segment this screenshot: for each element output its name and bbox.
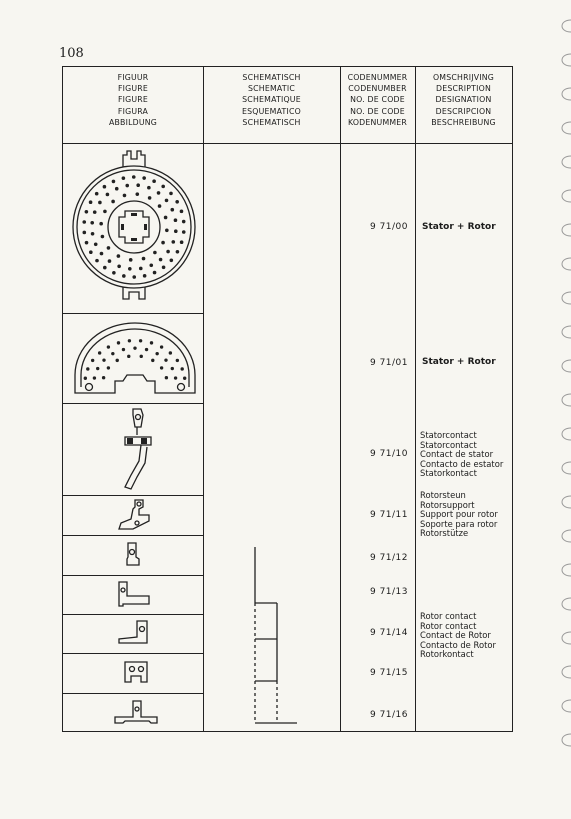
half-disc-stator-icon: [69, 317, 201, 399]
rotor-contact-part-icon: [121, 656, 153, 690]
parts-catalog-table: [62, 66, 513, 732]
code-9-71-12: 9 71/12: [369, 553, 409, 563]
description-stator-rotor: Stator + Rotor: [422, 357, 496, 367]
code-9-71-01: 9 71/01: [369, 358, 409, 368]
description-rotor-contact: Rotor contact Rotor contact Contact de Rotor Contacto de Rotor Rotorkontact: [420, 611, 496, 660]
rotor-contact-part-icon: [115, 578, 155, 610]
header-figure: FIGUUR FIGURE FIGURE FIGURA ABBILDUNG: [108, 73, 158, 127]
code-9-71-00: 9 71/00: [369, 222, 409, 232]
rotor-contact-part-icon: [115, 617, 159, 651]
stator-contact-spring-icon: [111, 405, 159, 493]
rotor-support-icon: [113, 497, 157, 533]
description-rotorsteun: Rotorsteun Rotorsupport Support pour rotor Soporte para rotor Rotorstütze: [420, 490, 498, 539]
code-9-71-10: 9 71/10: [369, 449, 409, 459]
code-9-71-13: 9 71/13: [369, 587, 409, 597]
description-statorcontact: Statorcontact Statorcontact Contact de stator Contacto de estator Statorkontact: [420, 430, 504, 479]
binder-holes-icon: [541, 0, 571, 819]
description-stator-rotor: Stator + Rotor: [422, 222, 496, 232]
rotor-contact-part-icon: [111, 697, 161, 729]
page-number: 108: [59, 46, 84, 61]
stator-rotor-disc-icon: [67, 147, 201, 307]
code-9-71-11: 9 71/11: [369, 510, 409, 520]
code-9-71-16: 9 71/16: [369, 710, 409, 720]
header-code: CODENUMMER CODENUMBER NO. DE CODE NO. DE CODE KODENUMMER: [347, 73, 408, 127]
header-schematic: SCHEMATISCH SCHEMATIC SCHEMATIQUE ESQUEMATICO SCHEMATISCH: [242, 73, 301, 127]
header-description: OMSCHRIJVING DESCRIPTION DESIGNATION DESCRIPCION BESCHREIBUNG: [431, 73, 496, 127]
schematic-diagram-icon: [241, 537, 311, 727]
rotor-contact-part-icon: [123, 539, 143, 571]
code-9-71-14: 9 71/14: [369, 628, 409, 638]
code-9-71-15: 9 71/15: [369, 668, 409, 678]
